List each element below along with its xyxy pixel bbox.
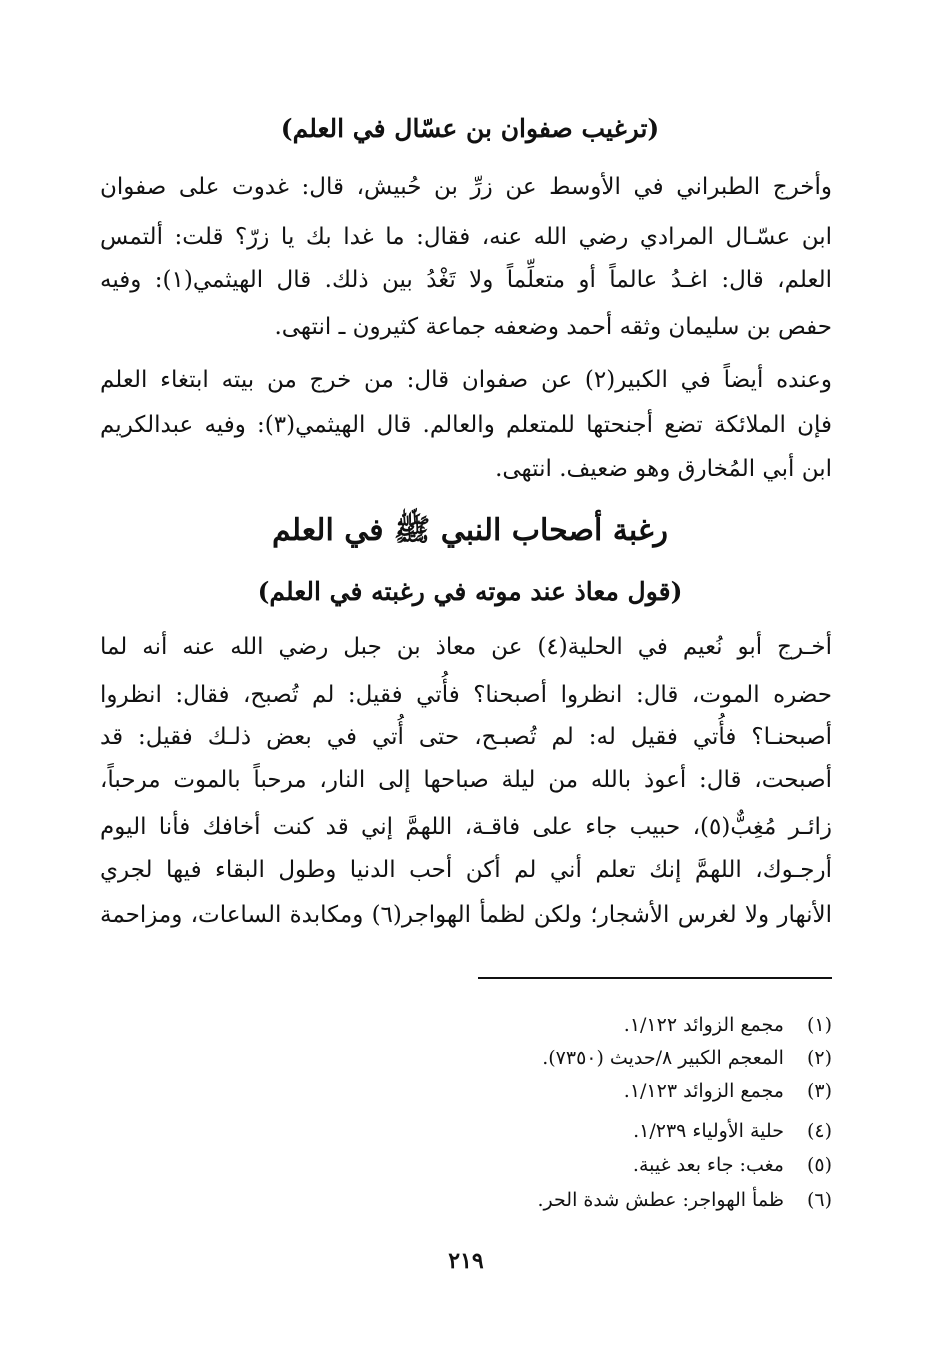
text-line: الأنهار ولا لغرس الأشجار؛ ولكن لظمأ الهواجر(٦) ومكابدة الساعات، ومزاحمة [100, 902, 832, 928]
text-line: حضره الموت، قال: انظروا أصبحنا؟ فأُتي فقيل: لم تُصبح، فقال: انظروا [100, 682, 832, 708]
text-line: أصبحنـا؟ فأُتي فقيل له: لم تُصبـح، حتى أُتي في بعض ذلـك فقيل: قد [100, 724, 832, 750]
page-number: ٢١٩ [448, 1248, 484, 1274]
text-line: وأخرج الطبراني في الأوسط عن زرِّ بن حُبيش، قال: غدوت على صفوان [100, 174, 832, 200]
text-line: أرجـوك، اللهمَّ إنك تعلم أني لم أكن أحب الدنيا وطول البقاء فيها لجري [100, 857, 832, 883]
footnote-number: (٤) [806, 1120, 832, 1142]
text-line: وعنده أيضاً في الكبير(٢) عن صفوان قال: من خرج من بيته ابتغاء العلم [100, 367, 832, 393]
footnote-separator [478, 977, 832, 979]
footnote [412, 1152, 832, 1178]
footnote-number: (٣) [806, 1080, 832, 1102]
footnote-text: مجمع الزوائد ١/١٢٣. [623, 1080, 784, 1102]
footnote [412, 1118, 832, 1144]
footnote-text: ظمأ الهواجر: عطش شدة الحر. [537, 1189, 784, 1211]
footnote [412, 1045, 832, 1071]
footnote-number: (٦) [806, 1189, 832, 1211]
section-heading-safwan: (ترغيب صفوان بن عسّال في العلم) [280, 114, 660, 143]
footnote-text: مغب: جاء بعد غيبة. [632, 1154, 784, 1176]
text-line: ابن أبي المُخارق وهو ضعيف. انتهى. [495, 456, 832, 482]
footnote-text: مجمع الزوائد ١/١٢٢. [623, 1014, 784, 1036]
footnote-number: (١) [806, 1014, 832, 1036]
footnote [412, 1187, 832, 1213]
footnote [412, 1012, 832, 1038]
text-line: أصبحت، قال: أعوذ بالله من ليلة صباحها إلى النار، مرحباً بالموت مرحباً، [100, 767, 832, 793]
text-line: أخـرج أبو نُعيم في الحلية(٤) عن معاذ بن جبل رضي الله عنه أنه لما [100, 634, 832, 660]
chapter-heading: رغبة أصحاب النبي ﷺ في العلم [271, 513, 669, 548]
footnote-text: حلية الأولياء ١/٢٣٩. [633, 1120, 784, 1142]
footnote [412, 1078, 832, 1104]
section-heading-muadh: (قول معاذ عند موته في رغبته في العلم) [257, 577, 683, 606]
footnote-number: (٢) [806, 1047, 832, 1069]
text-line: العلم، قال: اغـدُ عالماً أو متعلِّماً ولا تَغْدُ بين ذلك. قال الهيثمي(١): وفيه [100, 267, 833, 293]
text-line: فإن الملائكة تضع أجنحتها للمتعلم والعالم. قال الهيثمي(٣): وفيه عبدالكريم [100, 412, 832, 438]
text-line: ابن عسّـال المرادي رضي الله عنه، فقال: ما غدا بك يا زرّ؟ قلت: ألتمس [100, 224, 832, 250]
text-line: حفص بن سليمان وثقه أحمد وضعفه جماعة كثيرون ـ انتهى. [274, 314, 832, 340]
footnote-text: المعجم الكبير ٨/حديث (٧٣٥٠). [542, 1047, 784, 1069]
footnote-number: (٥) [806, 1154, 832, 1176]
text-line: زائـر مُغِبٌّ(٥)، حبيب جاء على فاقـة، اللهمَّ إني قد كنت أخافك فأنا اليوم [100, 814, 832, 840]
